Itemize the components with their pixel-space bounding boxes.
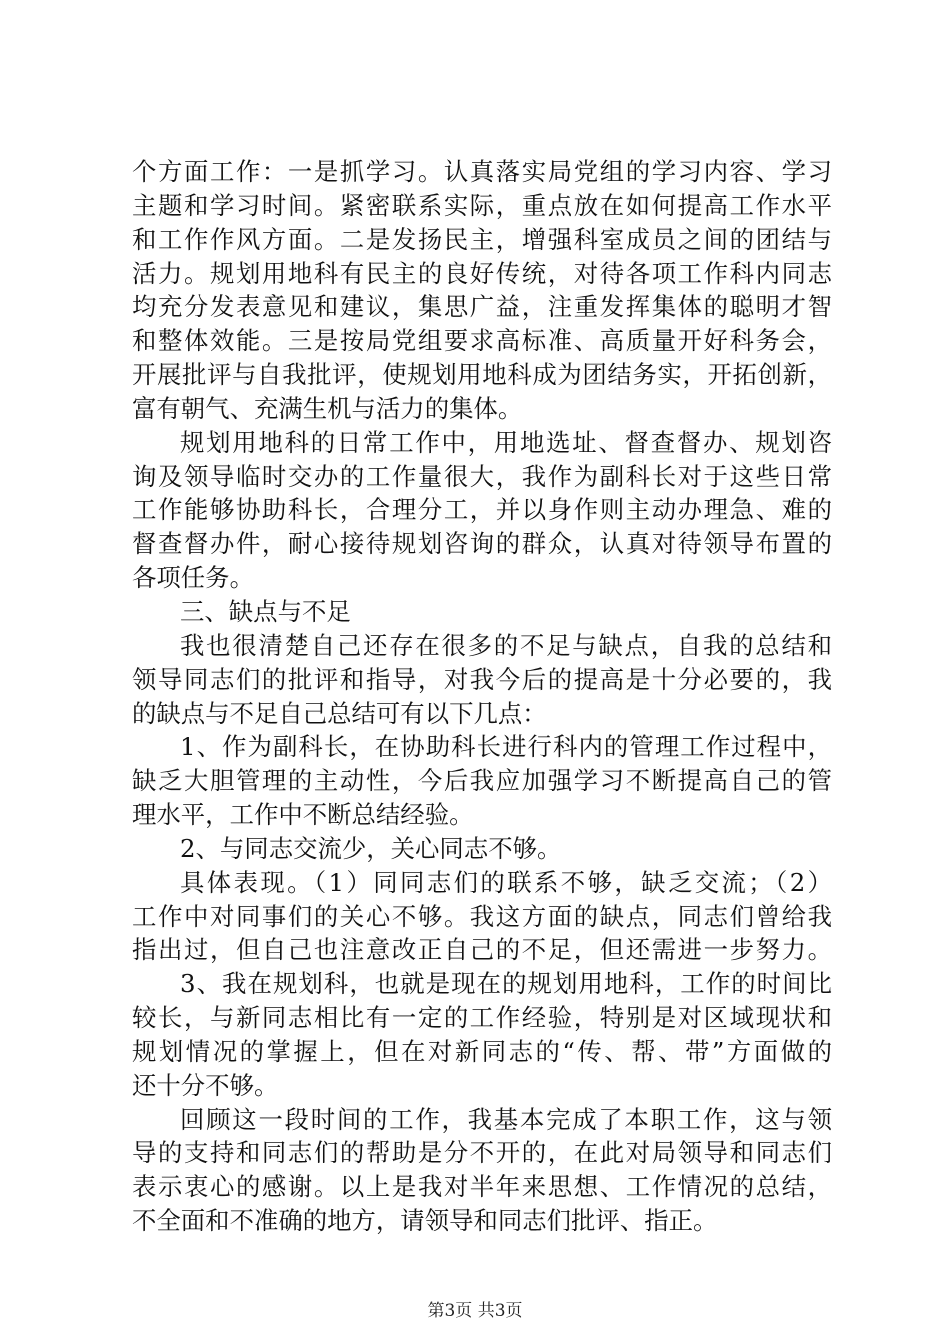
text-line: 表示衷心的感谢。以上是我对半年来思想、工作情况的总结， bbox=[132, 1172, 832, 1202]
text-line: 主题和学习时间。紧密联系实际，重点放在如何提高工作水平 bbox=[132, 190, 832, 220]
text-line: 的缺点与不足自己总结可有以下几点： bbox=[132, 698, 547, 728]
text-line: 我也很清楚自己还存在很多的不足与缺点，自我的总结和 bbox=[180, 630, 832, 660]
text-line: 规划用地科的日常工作中，用地选址、督查督办、规划咨 bbox=[180, 427, 832, 457]
text-line: 较长，与新同志相比有一定的工作经验，特别是对区域现状和 bbox=[132, 1003, 832, 1033]
text-line: 个方面工作：一是抓学习。认真落实局党组的学习内容、学习 bbox=[132, 157, 832, 186]
text-line: 工作能够协助科长，合理分工，并以身作则主动办理急、难的 bbox=[132, 495, 832, 525]
page-number: 第3页 共3页 bbox=[427, 1301, 523, 1321]
text-line: 工作中对同事们的关心不够。我这方面的缺点，同志们曾给我 bbox=[132, 901, 832, 931]
text-line: 指出过，但自己也注意改正自己的不足，但还需进一步努力。 bbox=[132, 935, 832, 965]
text-line: 开展批评与自我批评，使规划用地科成为团结务实，开拓创新， bbox=[132, 360, 832, 390]
text-line: 领导同志们的批评和指导，对我今后的提高是十分必要的，我 bbox=[132, 664, 832, 694]
text-line: 还十分不够。 bbox=[132, 1070, 279, 1100]
text-line: 不全面和不准确的地方，请领导和同志们批评、指正。 bbox=[132, 1206, 718, 1236]
text-line: 缺乏大胆管理的主动性，今后我应加强学习不断提高自己的管 bbox=[132, 766, 832, 796]
text-line: 2、与同志交流少，关心同志不够。 bbox=[180, 833, 562, 863]
text-line: 督查督办件，耐心接待规划咨询的群众，认真对待领导布置的 bbox=[132, 529, 832, 559]
text-line: 导的支持和同志们的帮助是分不开的，在此对局领导和同志们 bbox=[132, 1138, 832, 1168]
text-line: 回顾这一段时间的工作，我基本完成了本职工作，这与领 bbox=[180, 1104, 832, 1134]
page-footer bbox=[0, 1300, 950, 1322]
text-line: 各项任务。 bbox=[132, 563, 254, 593]
text-line: 和整体效能。三是按局党组要求高标准、高质量开好科务会， bbox=[132, 326, 832, 356]
text-line: 询及领导临时交办的工作量很大，我作为副科长对于这些日常 bbox=[132, 461, 832, 491]
text-line: 活力。规划用地科有民主的良好传统，对待各项工作科内同志 bbox=[132, 258, 832, 288]
text-line: 和工作作风方面。二是发扬民主，增强科室成员之间的团结与 bbox=[132, 224, 832, 254]
text-line: 富有朝气、充满生机与活力的集体。 bbox=[132, 393, 523, 423]
text-line: 3、我在规划科，也就是现在的规划用地科，工作的时间比 bbox=[180, 969, 832, 999]
text-line: 均充分发表意见和建议，集思广益，注重发挥集体的聪明才智 bbox=[132, 292, 832, 322]
text-line: 规划情况的掌握上，但在对新同志的“传、帮、带”方面做的 bbox=[132, 1036, 832, 1066]
text-line: 具体表现。（1）同同志们的联系不够，缺乏交流；（2） bbox=[180, 867, 832, 897]
document-body bbox=[132, 155, 832, 1238]
section-heading: 三、缺点与不足 bbox=[180, 596, 351, 626]
text-line: 1、作为副科长，在协助科长进行科内的管理工作过程中， bbox=[180, 732, 832, 762]
text-line: 理水平，工作中不断总结经验。 bbox=[132, 800, 474, 830]
